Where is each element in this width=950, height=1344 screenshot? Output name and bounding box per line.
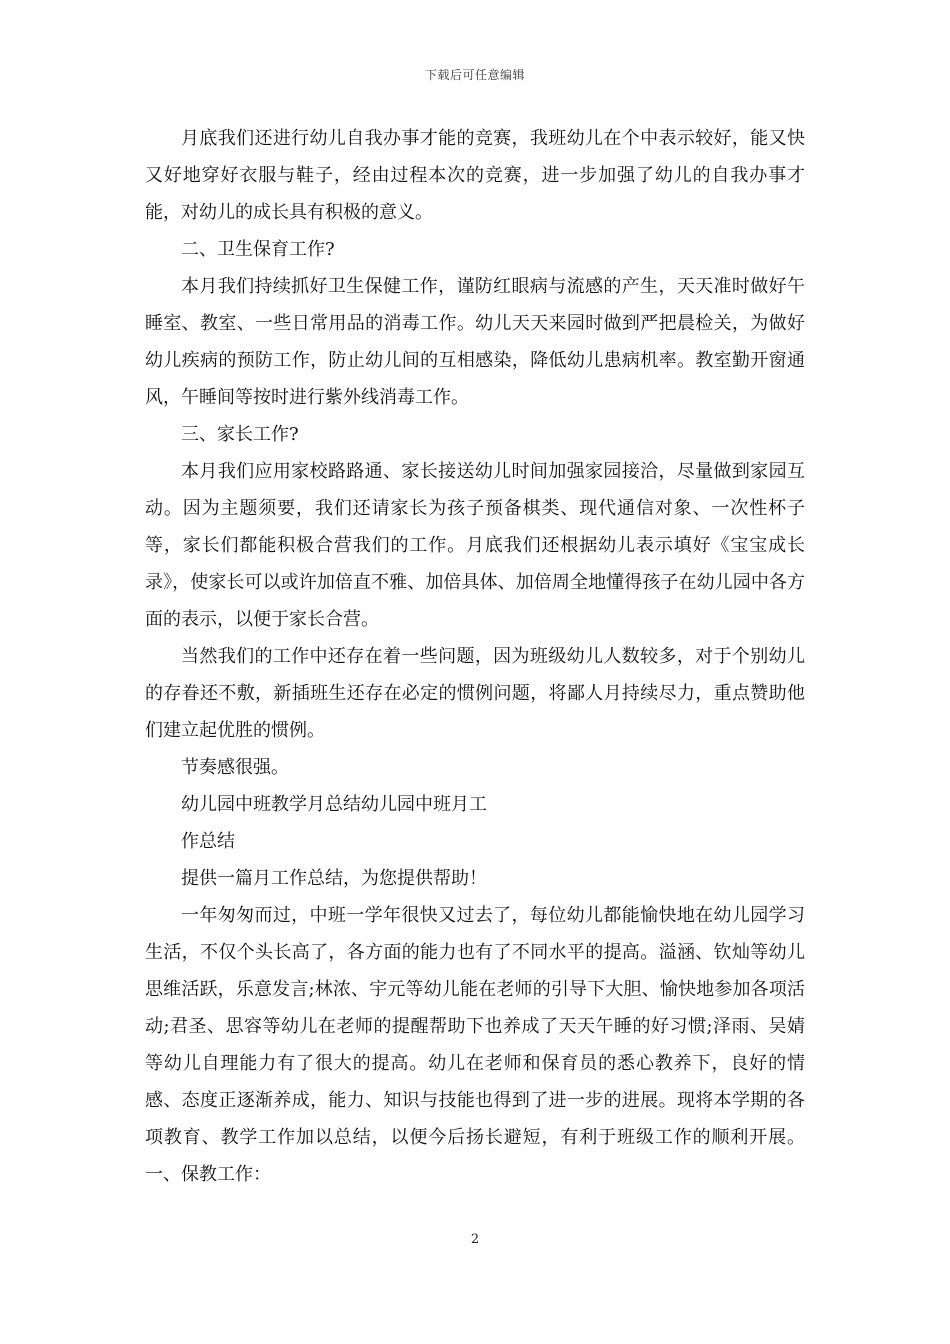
paragraph: 月底我们还进行幼儿自我办事才能的竞赛，我班幼儿在个中表示较好，能又快又好地穿好衣服与鞋子，经由过程本次的竞赛，进一步加强了幼儿的自我办事才能，对幼儿的成长具有积极的意义。 <box>145 128 805 223</box>
page-header: 下载后可任意编辑 <box>424 68 525 82</box>
title-line: 幼儿园中班教学月总结幼儿园中班月工 <box>181 794 487 815</box>
paragraph: 提供一篇月工作总结，为您提供帮助！ <box>181 868 487 889</box>
paragraph: 本月我们持续抓好卫生保健工作，谨防红眼病与流感的产生，天天准时做好午睡室、教室、一些日常用品的消毒工作。幼儿天天来园时做到严把晨检关，为做好幼儿疾病的预防工作，防止幼儿间的互相感染，降低幼儿患病机率。教室勤开窗通风，午睡间等按时进行紫外线消毒工作。 <box>145 276 805 408</box>
paragraph: 节奏感很强。 <box>181 757 289 778</box>
section-heading: 三、家长工作? <box>181 424 299 445</box>
paragraph: 一年匆匆而过，中班一学年很快又过去了，每位幼儿都能愉快地在幼儿园学习生活，不仅个头长高了，各方面的能力也有了不同水平的提高。溢涵、钦灿等幼儿思维活跃，乐意发言;林浓、宇元等幼儿能在老师的引导下大胆、愉快地参加各项活动;君圣、思容等幼儿在老师的提醒帮助下也养成了天天午睡的好习惯;泽雨、吴婧等幼儿自理能力有了很大的提高。幼儿在老师和保育员的悉心教养下，良好的情感、态度正逐渐养成，能力、知识与技能也得到了进一步的进展。现将本学期的各项教育、教学工作加以总结，以便今后扬长避短，有利于班级工作的顺利开展。一、保教工作： <box>145 905 805 1185</box>
paragraph: 本月我们应用家校路路通、家长接送幼儿时间加强家园接洽，尽量做到家园互动。因为主题须要，我们还请家长为孩子预备棋类、现代通信对象、一次性杯子等，家长们都能积极合营我们的工作。月底我们还根据幼儿表示填好《宝宝成长录》，使家长可以或许加倍直不雅、加倍具体、加倍周全地懂得孩子在幼儿园中各方面的表示，以便于家长合营。 <box>145 461 805 630</box>
page-number: 2 <box>470 1232 480 1247</box>
section-heading: 二、卫生保育工作? <box>181 239 335 260</box>
title-line: 作总结 <box>181 831 235 852</box>
paragraph: 当然我们的工作中还存在着一些问题，因为班级幼儿人数较多，对于个别幼儿的存眷还不敷，新插班生还存在必定的惯例问题，将鄙人月持续尽力，重点赞助他们建立起优胜的惯例。 <box>145 646 805 741</box>
document-body <box>145 120 805 1193</box>
